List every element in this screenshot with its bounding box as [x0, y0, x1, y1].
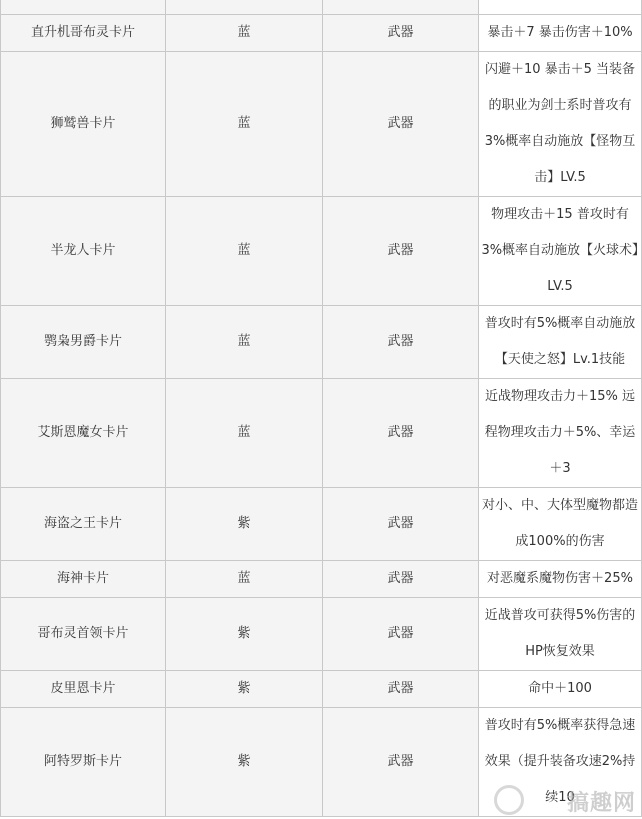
card-effect-cell	[479, 0, 642, 15]
card-name-cell: 阿特罗斯卡片	[1, 708, 166, 817]
card-slot-cell: 武器	[323, 671, 479, 708]
card-effect-cell: 近战普攻可获得5%伤害的HP恢复效果	[479, 598, 642, 671]
card-quality-cell: 蓝	[166, 197, 323, 306]
table-row	[1, 52, 642, 197]
table-row	[1, 561, 642, 598]
card-name-cell	[1, 0, 166, 15]
card-name-cell: 艾斯恩魔女卡片	[1, 379, 166, 488]
table-row	[1, 15, 642, 52]
card-quality-cell: 蓝	[166, 561, 323, 598]
card-slot-cell: 武器	[323, 488, 479, 561]
card-slot-cell: 武器	[323, 598, 479, 671]
card-quality-cell: 蓝	[166, 52, 323, 197]
card-name-cell: 皮里恩卡片	[1, 671, 166, 708]
card-effect-cell: 普攻时有5%概率获得急速效果（提升装备攻速2%持续10	[479, 708, 642, 817]
card-name-cell: 海盗之王卡片	[1, 488, 166, 561]
watermark-text: 搞趣网	[566, 791, 636, 816]
card-name-cell: 半龙人卡片	[1, 197, 166, 306]
card-slot-cell	[323, 0, 479, 15]
table-row	[1, 598, 642, 671]
card-quality-cell: 紫	[166, 671, 323, 708]
card-effect-cell: 闪避＋10 暴击＋5 当装备的职业为剑士系时普攻有3%概率自动施放【怪物互击】LV.5	[479, 52, 642, 197]
table-row	[1, 379, 642, 488]
card-quality-cell	[166, 0, 323, 15]
card-effect-cell: 命中＋100	[479, 671, 642, 708]
card-effect-cell: 普攻时有5%概率自动施放【天使之怒】Lv.1技能	[479, 306, 642, 379]
card-name-cell: 哥布灵首领卡片	[1, 598, 166, 671]
table-row	[1, 488, 642, 561]
card-slot-cell: 武器	[323, 708, 479, 817]
card-quality-cell: 紫	[166, 708, 323, 817]
card-slot-cell: 武器	[323, 379, 479, 488]
card-effect-cell: 近战物理攻击力＋15% 远程物理攻击力＋5%、幸运＋3	[479, 379, 642, 488]
table-row	[1, 708, 642, 817]
card-slot-cell: 武器	[323, 15, 479, 52]
card-effect-cell: 对恶魔系魔物伤害＋25%	[479, 561, 642, 598]
table-row	[1, 0, 642, 15]
card-effect-cell: 暴击＋7 暴击伤害＋10%	[479, 15, 642, 52]
card-quality-cell: 蓝	[166, 306, 323, 379]
card-quality-cell: 蓝	[166, 379, 323, 488]
table-row	[1, 306, 642, 379]
card-effect-cell: 对小、中、大体型魔物都造成100%的伤害	[479, 488, 642, 561]
card-slot-cell: 武器	[323, 561, 479, 598]
watermark-logo-icon	[494, 785, 524, 815]
card-slot-cell: 武器	[323, 197, 479, 306]
card-name-cell: 直升机哥布灵卡片	[1, 15, 166, 52]
table-row	[1, 197, 642, 306]
table-row	[1, 671, 642, 708]
card-slot-cell: 武器	[323, 52, 479, 197]
card-effect-cell: 物理攻击＋15 普攻时有3%概率自动施放【火球术】LV.5	[479, 197, 642, 306]
card-quality-cell: 紫	[166, 488, 323, 561]
card-name-cell: 狮鹫兽卡片	[1, 52, 166, 197]
card-quality-cell: 紫	[166, 598, 323, 671]
card-name-cell: 海神卡片	[1, 561, 166, 598]
card-quality-cell: 蓝	[166, 15, 323, 52]
card-slot-cell: 武器	[323, 306, 479, 379]
card-name-cell: 鹗枭男爵卡片	[1, 306, 166, 379]
